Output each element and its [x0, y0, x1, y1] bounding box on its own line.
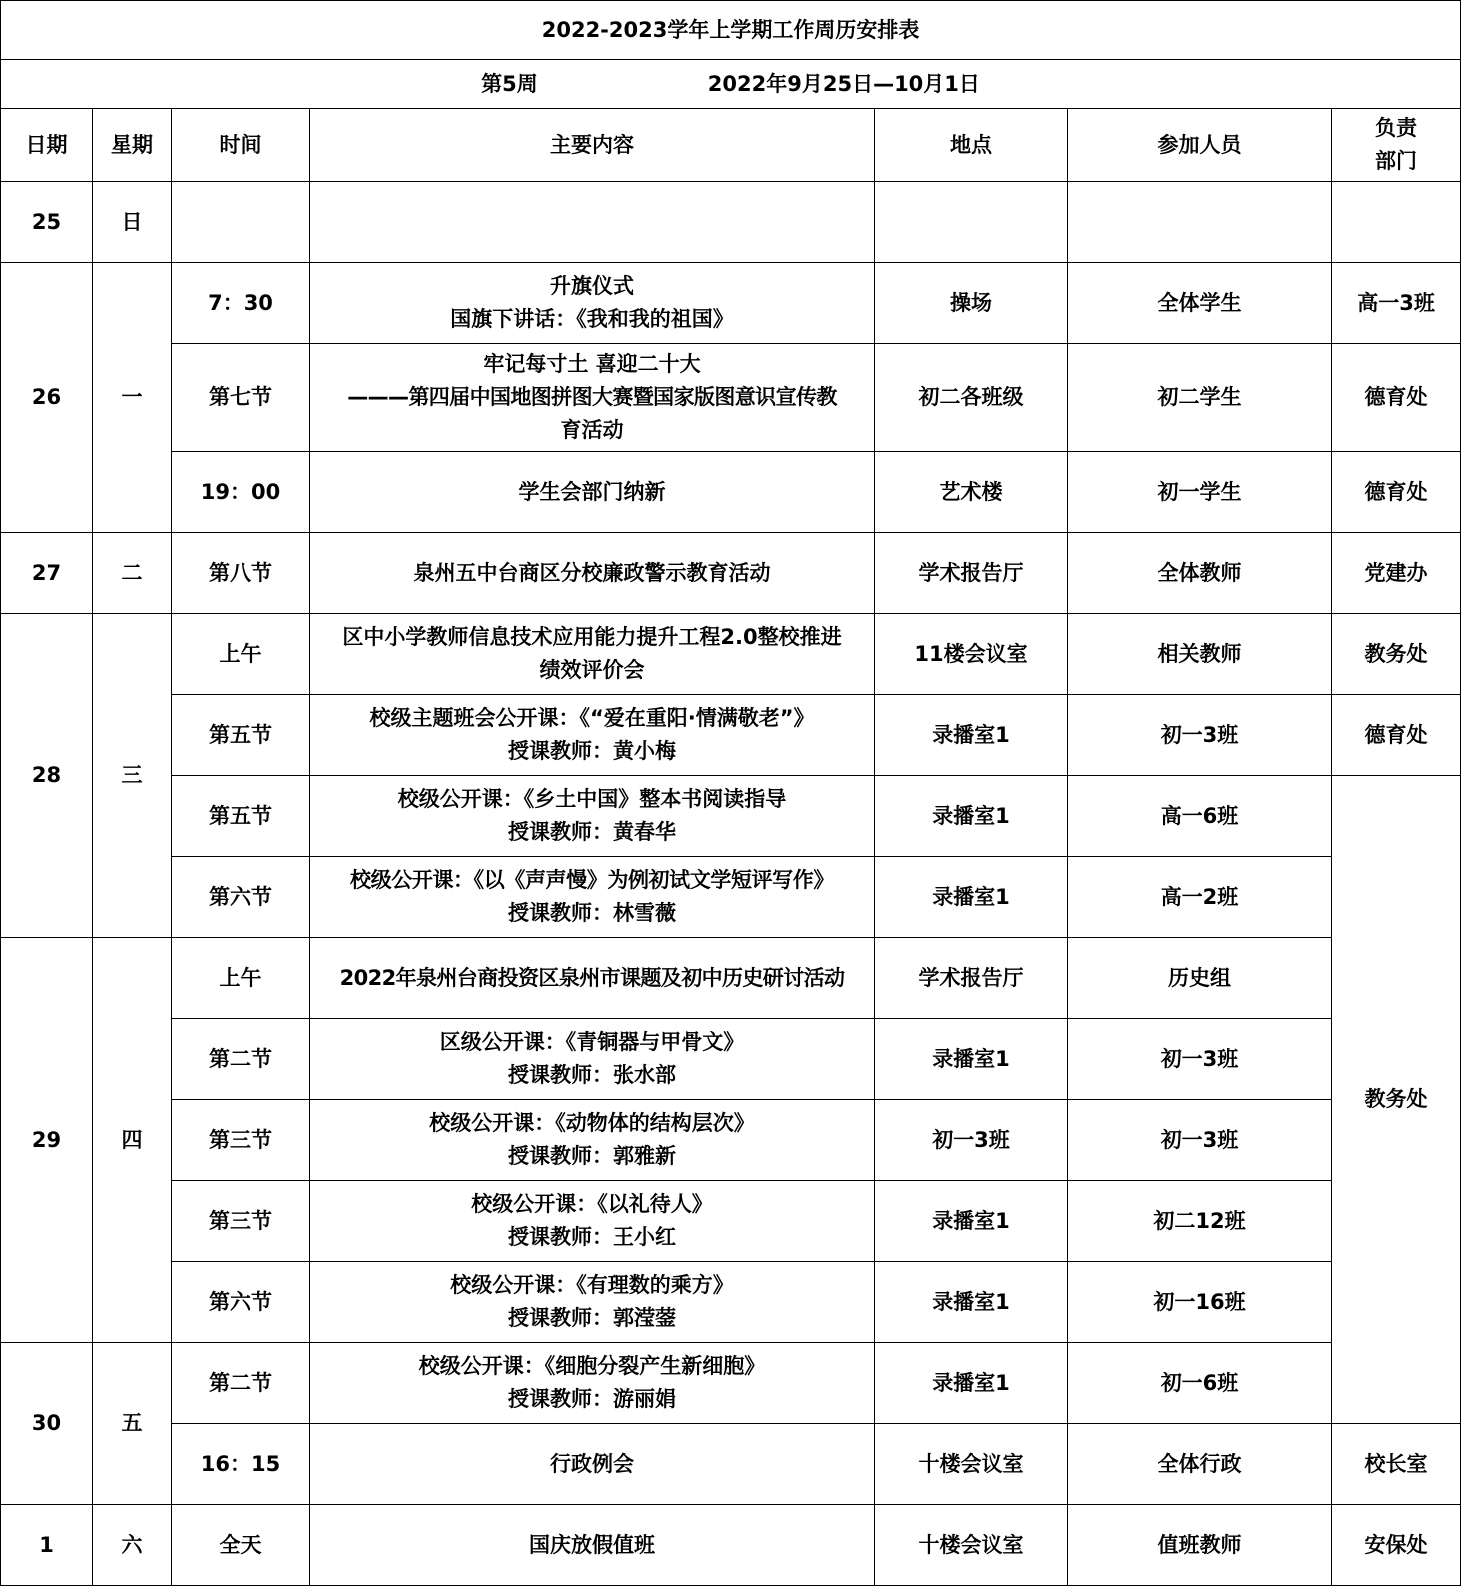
content-line: 校级公开课：《细胞分裂产生新细胞》: [418, 1354, 766, 1378]
weekday-cell: 日: [93, 182, 172, 263]
time-cell: 上午: [172, 614, 310, 695]
content-cell: [310, 452, 875, 533]
content-line: 升旗仪式: [550, 274, 634, 298]
content-cell: [310, 857, 875, 938]
weekday-cell: 一: [93, 263, 172, 533]
content-line: 授课教师：王小红: [508, 1225, 676, 1249]
content-cell: [310, 1100, 875, 1181]
content-line: 2022年泉州台商投资区泉州市课题及初中历史研讨活动: [339, 965, 845, 990]
participants-cell: 初二学生: [1068, 344, 1332, 452]
content-cell: [310, 938, 875, 1019]
table-row: [1, 1181, 1461, 1262]
location-cell: 十楼会议室: [875, 1505, 1068, 1586]
table-row: [1, 1424, 1461, 1505]
time-cell: 上午: [172, 938, 310, 1019]
table-row: [1, 533, 1461, 614]
location-cell: 录播室1: [875, 857, 1068, 938]
location-cell: 录播室1: [875, 695, 1068, 776]
header-content: 主要内容: [310, 109, 875, 182]
content-line: 校级主题班会公开课：《“爱在重阳·情满敬老”》: [369, 706, 815, 730]
content-line: 区中小学教师信息技术应用能力提升工程2.0整校推进: [342, 625, 842, 649]
date-range: 2022年9月25日—10月1日: [707, 71, 980, 96]
time-cell: 第七节: [172, 344, 310, 452]
content-line: 泉州五中台商区分校廉政警示教育活动: [413, 560, 771, 585]
content-line: 行政例会: [550, 1451, 634, 1476]
content-cell: [310, 776, 875, 857]
time-cell: 16：15: [172, 1424, 310, 1505]
participants-cell: 初一3班: [1068, 1100, 1332, 1181]
time-cell: 第八节: [172, 533, 310, 614]
header-time: 时间: [172, 109, 310, 182]
participants-cell: [1068, 182, 1332, 263]
content-cell: [310, 344, 875, 452]
table-row: [1, 1262, 1461, 1343]
table-title: 2022-2023学年上学期工作周历安排表: [1, 1, 1461, 60]
content-line: 牢记每寸土 喜迎二十大: [483, 352, 701, 376]
dept-cell: 安保处: [1332, 1505, 1461, 1586]
location-cell: 录播室1: [875, 1181, 1068, 1262]
content-cell: [310, 1505, 875, 1586]
table-row: [1, 1505, 1461, 1586]
header-location: 地点: [875, 109, 1068, 182]
week-label: 第5周: [481, 71, 538, 96]
location-cell: 学术报告厅: [875, 938, 1068, 1019]
date-cell: 1: [1, 1505, 93, 1586]
table-row: [1, 776, 1461, 857]
location-cell: 11楼会议室: [875, 614, 1068, 695]
weekday-cell: 六: [93, 1505, 172, 1586]
time-cell: 7：30: [172, 263, 310, 344]
dept-cell-merged: 教务处: [1332, 776, 1461, 1424]
participants-cell: 相关教师: [1068, 614, 1332, 695]
content-cell: [310, 614, 875, 695]
participants-cell: 初一6班: [1068, 1343, 1332, 1424]
location-cell: 录播室1: [875, 1262, 1068, 1343]
content-cell: [310, 1262, 875, 1343]
week-info: [1, 60, 1461, 109]
participants-cell: 初一16班: [1068, 1262, 1332, 1343]
content-line: 校级公开课：《动物体的结构层次》: [429, 1111, 755, 1135]
time-cell: 第六节: [172, 857, 310, 938]
dept-cell: 教务处: [1332, 614, 1461, 695]
dept-cell: [1332, 182, 1461, 263]
time-cell: 第三节: [172, 1181, 310, 1262]
content-line: 授课教师：郭雅新: [508, 1144, 676, 1168]
table-row: [1, 1343, 1461, 1424]
participants-cell: 高一2班: [1068, 857, 1332, 938]
content-line: 授课教师：郭滢蓥: [508, 1306, 676, 1330]
time-cell: 第六节: [172, 1262, 310, 1343]
dept-cell: 德育处: [1332, 695, 1461, 776]
header-dept-line2: 部门: [1375, 149, 1418, 173]
table-row: [1, 263, 1461, 344]
content-line: ———第四届中国地图拼图大赛暨国家版图意识宣传教: [347, 385, 837, 409]
table-row: [1, 1100, 1461, 1181]
content-line: 授课教师：林雪薇: [508, 901, 676, 925]
time-cell: 第二节: [172, 1343, 310, 1424]
participants-cell: 历史组: [1068, 938, 1332, 1019]
dept-cell: 德育处: [1332, 344, 1461, 452]
location-cell: 学术报告厅: [875, 533, 1068, 614]
time-cell: 第三节: [172, 1100, 310, 1181]
header-dept: [1332, 109, 1461, 182]
content-line: 学生会部门纳新: [518, 479, 666, 504]
participants-cell: 高一6班: [1068, 776, 1332, 857]
table-row: [1, 614, 1461, 695]
content-line: 区级公开课：《青铜器与甲骨文》: [439, 1030, 745, 1054]
location-cell: 录播室1: [875, 1019, 1068, 1100]
date-cell: 28: [1, 614, 93, 938]
dept-cell: 党建办: [1332, 533, 1461, 614]
location-cell: 十楼会议室: [875, 1424, 1068, 1505]
content-line: 校级公开课：《有理数的乘方》: [450, 1273, 734, 1297]
participants-cell: 初一3班: [1068, 1019, 1332, 1100]
date-cell: 30: [1, 1343, 93, 1505]
date-cell: 26: [1, 263, 93, 533]
header-weekday: 星期: [93, 109, 172, 182]
header-dept-line1: 负责: [1375, 116, 1418, 140]
weekday-cell: 三: [93, 614, 172, 938]
time-cell: 全天: [172, 1505, 310, 1586]
location-cell: 初二各班级: [875, 344, 1068, 452]
header-row: [1, 109, 1461, 182]
content-cell: [310, 1019, 875, 1100]
content-cell: [310, 533, 875, 614]
table-row: [1, 857, 1461, 938]
table-row: [1, 452, 1461, 533]
table-row: [1, 938, 1461, 1019]
dept-cell: 高一3班: [1332, 263, 1461, 344]
content-cell: [310, 695, 875, 776]
date-cell: 27: [1, 533, 93, 614]
participants-cell: 初二12班: [1068, 1181, 1332, 1262]
header-participants: 参加人员: [1068, 109, 1332, 182]
content-line: 国庆放假值班: [529, 1532, 655, 1557]
location-cell: [875, 182, 1068, 263]
time-cell: 第五节: [172, 776, 310, 857]
weekday-cell: 二: [93, 533, 172, 614]
location-cell: 操场: [875, 263, 1068, 344]
participants-cell: 初一学生: [1068, 452, 1332, 533]
content-cell: [310, 1181, 875, 1262]
content-cell: [310, 182, 875, 263]
date-cell: 29: [1, 938, 93, 1343]
content-line: 国旗下讲话：《我和我的祖国》: [450, 307, 734, 331]
header-date: 日期: [1, 109, 93, 182]
participants-cell: 初一3班: [1068, 695, 1332, 776]
content-line: 授课教师：黄小梅: [508, 739, 676, 763]
time-cell: 19：00: [172, 452, 310, 533]
participants-cell: 全体教师: [1068, 533, 1332, 614]
participants-cell: 全体学生: [1068, 263, 1332, 344]
location-cell: 录播室1: [875, 776, 1068, 857]
content-line: 授课教师：游丽娟: [508, 1387, 676, 1411]
content-line: 育活动: [560, 418, 624, 442]
participants-cell: 值班教师: [1068, 1505, 1332, 1586]
dept-cell: 校长室: [1332, 1424, 1461, 1505]
date-cell: 25: [1, 182, 93, 263]
table-row: [1, 344, 1461, 452]
content-cell: [310, 1424, 875, 1505]
table-row: [1, 1019, 1461, 1100]
content-line: 绩效评价会: [539, 658, 645, 682]
content-line: 校级公开课：《乡土中国》整本书阅读指导: [397, 787, 787, 811]
table-row: [1, 182, 1461, 263]
weekday-cell: 四: [93, 938, 172, 1343]
dept-cell: 德育处: [1332, 452, 1461, 533]
participants-cell: 全体行政: [1068, 1424, 1332, 1505]
weekday-cell: 五: [93, 1343, 172, 1505]
table-row: [1, 695, 1461, 776]
content-line: 授课教师：黄春华: [508, 820, 676, 844]
content-line: 校级公开课：《以《声声慢》为例初试文学短评写作》: [350, 868, 834, 892]
content-cell: [310, 1343, 875, 1424]
location-cell: 录播室1: [875, 1343, 1068, 1424]
time-cell: 第二节: [172, 1019, 310, 1100]
time-cell: [172, 182, 310, 263]
location-cell: 初一3班: [875, 1100, 1068, 1181]
content-line: 授课教师：张水部: [508, 1063, 676, 1087]
location-cell: 艺术楼: [875, 452, 1068, 533]
content-cell: [310, 263, 875, 344]
time-cell: 第五节: [172, 695, 310, 776]
content-line: 校级公开课：《以礼待人》: [471, 1192, 713, 1216]
